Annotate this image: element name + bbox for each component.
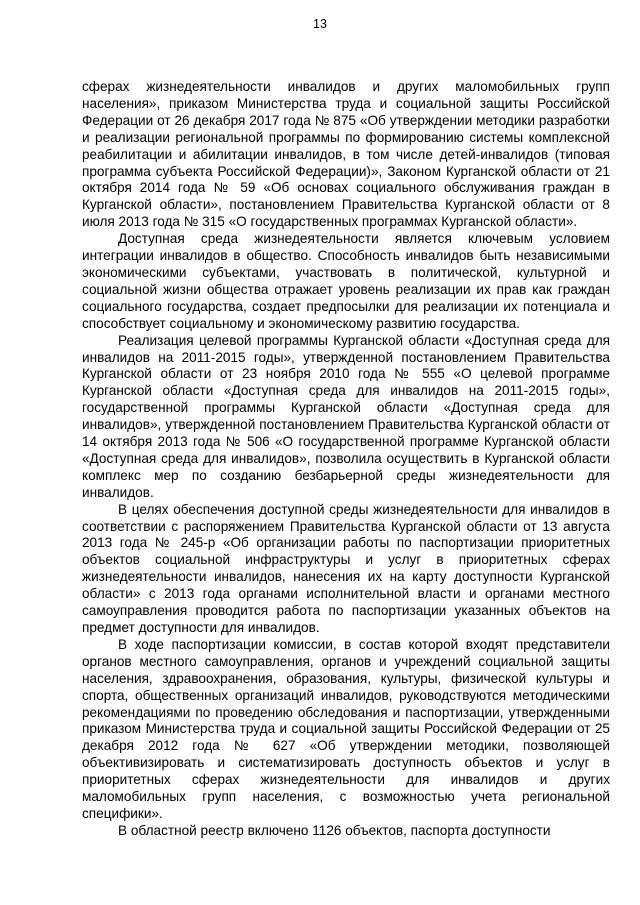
body-text [82, 79, 610, 840]
paragraph: Доступная среда жизнедеятельности является ключевым условием интеграции инвалидов в общество. Способность инвалидов быть независимыми экономическими субъектами, участвовать в политической, культурной и социальной жизни общества отражает уровень реализации их прав как граждан социального государства, создает предпосылки для реализации их потенциала и способствует социальному и экономическому развитию государства. [82, 231, 610, 331]
paragraph: В ходе паспортизации комиссии, в состав которой входят представители органов местного самоуправления, органов и учреждений социальной защиты населения, здравоохранения, образования, культуры, физической культуры и спорта, общественных организаций инвалидов, руководствуются методическими рекомендациями по проведению обследования и паспортизации, утвержденными приказом Министерства труда и социальной защиты Российской Федерации от 25 декабря 2012 года № 627 «Об утверждении методики, позволяющей объективизировать и систематизировать доступность объектов и услуг в приоритетных сферах жизнедеятельности для инвалидов и других маломобильных групп населения, с возможностью учета региональной специфики». [82, 636, 610, 821]
paragraph: сферах жизнедеятельности инвалидов и других маломобильных групп населения», приказом Министерства труда и социальной защиты Российской Федерации от 26 декабря 2017 года № 875 «Об утверждении методики разработки и реализации региональной программы по формированию системы комплексной реабилитации и абилитации инвалидов, в том числе детей-инвалидов (типовая программа субъекта Российской Федерации)», Законом Курганской области от 21 октября 2014 года № 59 «Об основах социального обслуживания граждан в Курганской области», постановлением Правительства Курганской области от 8 июля 2013 года № 315 «О государственных программах Курганской области». [82, 79, 610, 230]
paragraph: Реализация целевой программы Курганской области «Доступная среда для инвалидов на 2011-2015 годы», утвержденной постановлением Правительства Курганской области от 23 ноября 2010 года № 555 «О целевой программе Курганской области «Доступная среда для инвалидов на 2011-2015 годы», государственной программы Курганской области «Доступная среда для инвалидов», утвержденной постановлением Правительства Курганской области от 14 октября 2013 года № 506 «О государственной программе Курганской области «Доступная среда для инвалидов», позволила осуществить в Курганской области комплекс мер по созданию безбарьерной среды жизнедеятельности для инвалидов. [82, 332, 610, 500]
paragraph-partial: В областной реестр включено 1126 объектов, паспорта доступности [118, 822, 551, 838]
paragraph: В целях обеспечения доступной среды жизнедеятельности для инвалидов в соответствии с распоряжением Правительства Курганской области от 13 августа 2013 года № 245-р «Об организации работы по паспортизации приоритетных объектов социальной инфраструктуры и услуг в приоритетных сферах жизнедеятельности инвалидов, нанесения их на карту доступности Курганской области» с 2013 года органами исполнительной власти и органами местного самоуправления проводится работа по паспортизации указанных объектов на предмет доступности для инвалидов. [82, 501, 610, 635]
page-number: 13 [313, 17, 327, 31]
